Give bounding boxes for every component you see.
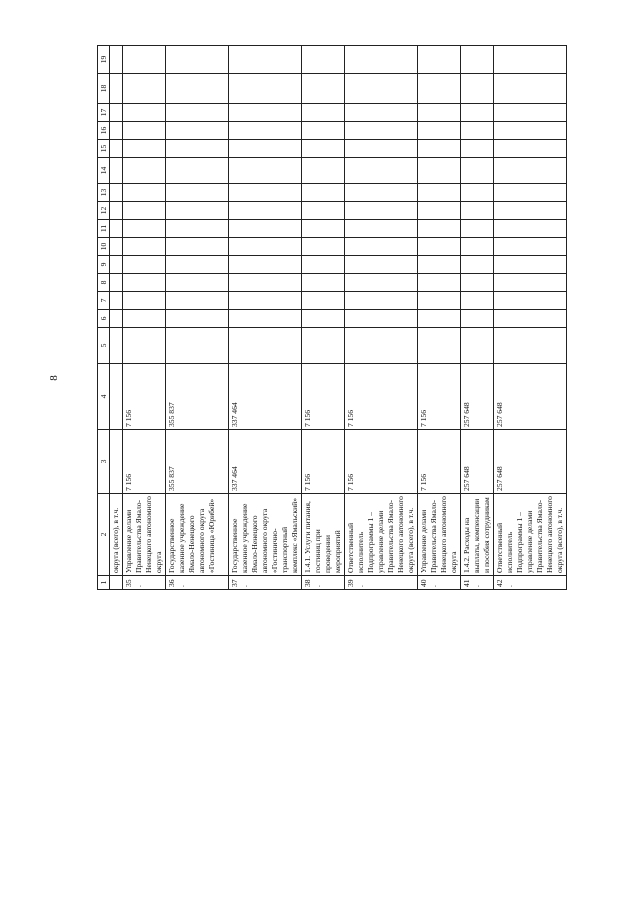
column-header: 2 xyxy=(98,494,110,576)
empty-cell xyxy=(461,158,494,184)
column-header: 10 xyxy=(98,238,110,256)
empty-cell xyxy=(229,220,302,238)
header-row xyxy=(98,46,110,590)
rotated-table-frame xyxy=(97,50,564,590)
empty-cell xyxy=(166,158,229,184)
empty-cell xyxy=(123,220,166,238)
row-number-cell: 42. xyxy=(494,576,567,590)
empty-cell xyxy=(302,184,345,202)
empty-cell xyxy=(166,104,229,122)
empty-cell xyxy=(166,202,229,220)
row-number-cell: 39. xyxy=(345,576,418,590)
empty-cell xyxy=(123,104,166,122)
table-row xyxy=(110,46,123,590)
total-value-cell: 7 156 xyxy=(345,430,418,494)
year-value-cell: 355 837 xyxy=(166,364,229,430)
empty-cell xyxy=(418,140,461,158)
empty-cell xyxy=(110,74,123,104)
empty-cell xyxy=(302,220,345,238)
empty-cell xyxy=(418,220,461,238)
empty-cell xyxy=(345,158,418,184)
empty-cell xyxy=(461,256,494,274)
column-header: 17 xyxy=(98,104,110,122)
empty-cell xyxy=(110,184,123,202)
empty-cell xyxy=(229,104,302,122)
empty-cell xyxy=(302,256,345,274)
empty-cell xyxy=(123,328,166,364)
empty-cell xyxy=(110,122,123,140)
empty-cell xyxy=(110,238,123,256)
empty-cell xyxy=(110,220,123,238)
empty-cell xyxy=(461,104,494,122)
column-header: 7 xyxy=(98,292,110,310)
row-number-cell: 41. xyxy=(461,576,494,590)
empty-cell xyxy=(418,104,461,122)
column-header: 6 xyxy=(98,310,110,328)
year-value-cell: 7 156 xyxy=(302,364,345,430)
empty-cell xyxy=(461,184,494,202)
empty-cell xyxy=(302,104,345,122)
empty-cell xyxy=(302,158,345,184)
column-header: 11 xyxy=(98,220,110,238)
empty-cell xyxy=(418,238,461,256)
empty-cell xyxy=(166,220,229,238)
empty-cell xyxy=(123,292,166,310)
year-value-cell: 257 648 xyxy=(461,364,494,430)
empty-cell xyxy=(345,256,418,274)
empty-cell xyxy=(461,122,494,140)
column-header: 1 xyxy=(98,576,110,590)
row-name-cell: Ответственный исполнитель Подпрограммы 1 – управление делами Правительства Ямало-Ненецкого автономного округа (всего), в т.ч. xyxy=(345,494,418,576)
empty-cell xyxy=(123,256,166,274)
empty-cell xyxy=(123,140,166,158)
empty-cell xyxy=(229,328,302,364)
empty-cell xyxy=(345,104,418,122)
empty-cell xyxy=(494,122,567,140)
row-name-cell: Управление делами Правительства Ямало-Ненецкого автономного округа xyxy=(123,494,166,576)
column-header: 19 xyxy=(98,46,110,74)
empty-cell xyxy=(494,140,567,158)
empty-cell xyxy=(229,184,302,202)
table-row xyxy=(345,46,418,590)
table-body xyxy=(98,46,567,590)
table-row xyxy=(123,46,166,590)
total-value-cell xyxy=(110,430,123,494)
empty-cell xyxy=(494,202,567,220)
empty-cell xyxy=(166,310,229,328)
column-header: 4 xyxy=(98,364,110,430)
row-number-cell xyxy=(110,576,123,590)
table-row xyxy=(229,46,302,590)
empty-cell xyxy=(123,310,166,328)
total-value-cell: 337 464 xyxy=(229,430,302,494)
column-header: 15 xyxy=(98,140,110,158)
empty-cell xyxy=(166,46,229,74)
empty-cell xyxy=(461,220,494,238)
empty-cell xyxy=(110,158,123,184)
year-value-cell: 7 156 xyxy=(123,364,166,430)
empty-cell xyxy=(123,122,166,140)
year-value-cell: 257 648 xyxy=(494,364,567,430)
empty-cell xyxy=(123,202,166,220)
empty-cell xyxy=(345,310,418,328)
total-value-cell: 7 156 xyxy=(418,430,461,494)
empty-cell xyxy=(166,184,229,202)
empty-cell xyxy=(302,74,345,104)
empty-cell xyxy=(229,274,302,292)
empty-cell xyxy=(461,292,494,310)
empty-cell xyxy=(110,140,123,158)
empty-cell xyxy=(418,256,461,274)
empty-cell xyxy=(123,158,166,184)
empty-cell xyxy=(345,202,418,220)
table-container xyxy=(97,50,564,590)
empty-cell xyxy=(461,328,494,364)
empty-cell xyxy=(345,292,418,310)
empty-cell xyxy=(345,274,418,292)
empty-cell xyxy=(494,104,567,122)
empty-cell xyxy=(302,328,345,364)
column-header: 13 xyxy=(98,184,110,202)
row-name-cell: Управление делами Правительства Ямало-Ненецкого автономного округа xyxy=(418,494,461,576)
empty-cell xyxy=(345,220,418,238)
empty-cell xyxy=(418,184,461,202)
column-header: 8 xyxy=(98,274,110,292)
empty-cell xyxy=(494,274,567,292)
empty-cell xyxy=(418,46,461,74)
total-value-cell: 257 648 xyxy=(461,430,494,494)
empty-cell xyxy=(229,292,302,310)
empty-cell xyxy=(123,238,166,256)
empty-cell xyxy=(123,184,166,202)
empty-cell xyxy=(123,46,166,74)
table-row xyxy=(461,46,494,590)
year-value-cell xyxy=(110,364,123,430)
empty-cell xyxy=(494,238,567,256)
empty-cell xyxy=(110,256,123,274)
row-number-cell: 40. xyxy=(418,576,461,590)
row-number-cell: 35. xyxy=(123,576,166,590)
row-name-cell: Государственное казенное учреждение Ямало-Ненецкого автономного округа «Гостинично-транспортный комплекс «Ямальский» xyxy=(229,494,302,576)
empty-cell xyxy=(345,184,418,202)
empty-cell xyxy=(418,310,461,328)
column-header: 16 xyxy=(98,122,110,140)
empty-cell xyxy=(461,140,494,158)
year-value-cell: 7 156 xyxy=(418,364,461,430)
empty-cell xyxy=(110,310,123,328)
column-header: 9 xyxy=(98,256,110,274)
empty-cell xyxy=(166,140,229,158)
empty-cell xyxy=(461,274,494,292)
total-value-cell: 7 156 xyxy=(302,430,345,494)
empty-cell xyxy=(166,122,229,140)
empty-cell xyxy=(229,238,302,256)
row-number-cell: 38. xyxy=(302,576,345,590)
empty-cell xyxy=(418,328,461,364)
empty-cell xyxy=(302,140,345,158)
empty-cell xyxy=(418,292,461,310)
empty-cell xyxy=(418,274,461,292)
table-row xyxy=(494,46,567,590)
empty-cell xyxy=(345,74,418,104)
empty-cell xyxy=(110,328,123,364)
row-number-cell: 36. xyxy=(166,576,229,590)
empty-cell xyxy=(494,256,567,274)
year-value-cell: 337 464 xyxy=(229,364,302,430)
financing-table xyxy=(97,45,567,590)
empty-cell xyxy=(166,238,229,256)
empty-cell xyxy=(166,292,229,310)
table-row xyxy=(166,46,229,590)
table-row xyxy=(418,46,461,590)
empty-cell xyxy=(461,46,494,74)
empty-cell xyxy=(302,274,345,292)
empty-cell xyxy=(345,122,418,140)
column-header: 5 xyxy=(98,328,110,364)
empty-cell xyxy=(494,220,567,238)
total-value-cell: 7 156 xyxy=(123,430,166,494)
empty-cell xyxy=(229,74,302,104)
total-value-cell: 257 648 xyxy=(494,430,567,494)
empty-cell xyxy=(110,46,123,74)
empty-cell xyxy=(166,74,229,104)
empty-cell xyxy=(345,46,418,74)
empty-cell xyxy=(461,202,494,220)
empty-cell xyxy=(494,74,567,104)
empty-cell xyxy=(418,158,461,184)
empty-cell xyxy=(494,310,567,328)
column-header: 12 xyxy=(98,202,110,220)
empty-cell xyxy=(461,74,494,104)
row-name-cell: 1.4.1. Услуги питания, гостиниц при проведении мероприятий xyxy=(302,494,345,576)
empty-cell xyxy=(494,184,567,202)
column-header: 3 xyxy=(98,430,110,494)
empty-cell xyxy=(461,310,494,328)
empty-cell xyxy=(418,74,461,104)
empty-cell xyxy=(229,140,302,158)
empty-cell xyxy=(494,158,567,184)
row-name-cell: округа (всего), в т.ч. xyxy=(110,494,123,576)
page-number: 8 xyxy=(48,375,60,381)
row-name-cell: Ответственный исполнитель Подпрограммы 1 – управление делами Правительства Ямало-Ненецкого автономного округа (всего), в т.ч. xyxy=(494,494,567,576)
empty-cell xyxy=(494,292,567,310)
empty-cell xyxy=(110,202,123,220)
empty-cell xyxy=(302,292,345,310)
empty-cell xyxy=(123,274,166,292)
empty-cell xyxy=(345,140,418,158)
empty-cell xyxy=(229,256,302,274)
row-name-cell: Государственное казенное учреждение Ямало-Ненецкого автономного округа «Гостиница «Юрибей» xyxy=(166,494,229,576)
year-value-cell: 7 156 xyxy=(345,364,418,430)
empty-cell xyxy=(302,46,345,74)
empty-cell xyxy=(302,310,345,328)
empty-cell xyxy=(302,202,345,220)
row-number-cell: 37. xyxy=(229,576,302,590)
empty-cell xyxy=(302,238,345,256)
empty-cell xyxy=(418,122,461,140)
column-header: 18 xyxy=(98,74,110,104)
empty-cell xyxy=(110,104,123,122)
empty-cell xyxy=(123,74,166,104)
table-row xyxy=(302,46,345,590)
row-name-cell: 1.4.2. Расходы на выплаты, компенсации и пособия сотрудникам xyxy=(461,494,494,576)
empty-cell xyxy=(345,238,418,256)
empty-cell xyxy=(110,274,123,292)
empty-cell xyxy=(494,328,567,364)
empty-cell xyxy=(418,202,461,220)
empty-cell xyxy=(302,122,345,140)
empty-cell xyxy=(110,292,123,310)
total-value-cell: 355 837 xyxy=(166,430,229,494)
empty-cell xyxy=(345,328,418,364)
empty-cell xyxy=(229,202,302,220)
empty-cell xyxy=(166,256,229,274)
empty-cell xyxy=(494,46,567,74)
empty-cell xyxy=(229,310,302,328)
empty-cell xyxy=(166,328,229,364)
empty-cell xyxy=(229,158,302,184)
empty-cell xyxy=(166,274,229,292)
empty-cell xyxy=(461,238,494,256)
empty-cell xyxy=(229,122,302,140)
column-header: 14 xyxy=(98,158,110,184)
empty-cell xyxy=(229,46,302,74)
